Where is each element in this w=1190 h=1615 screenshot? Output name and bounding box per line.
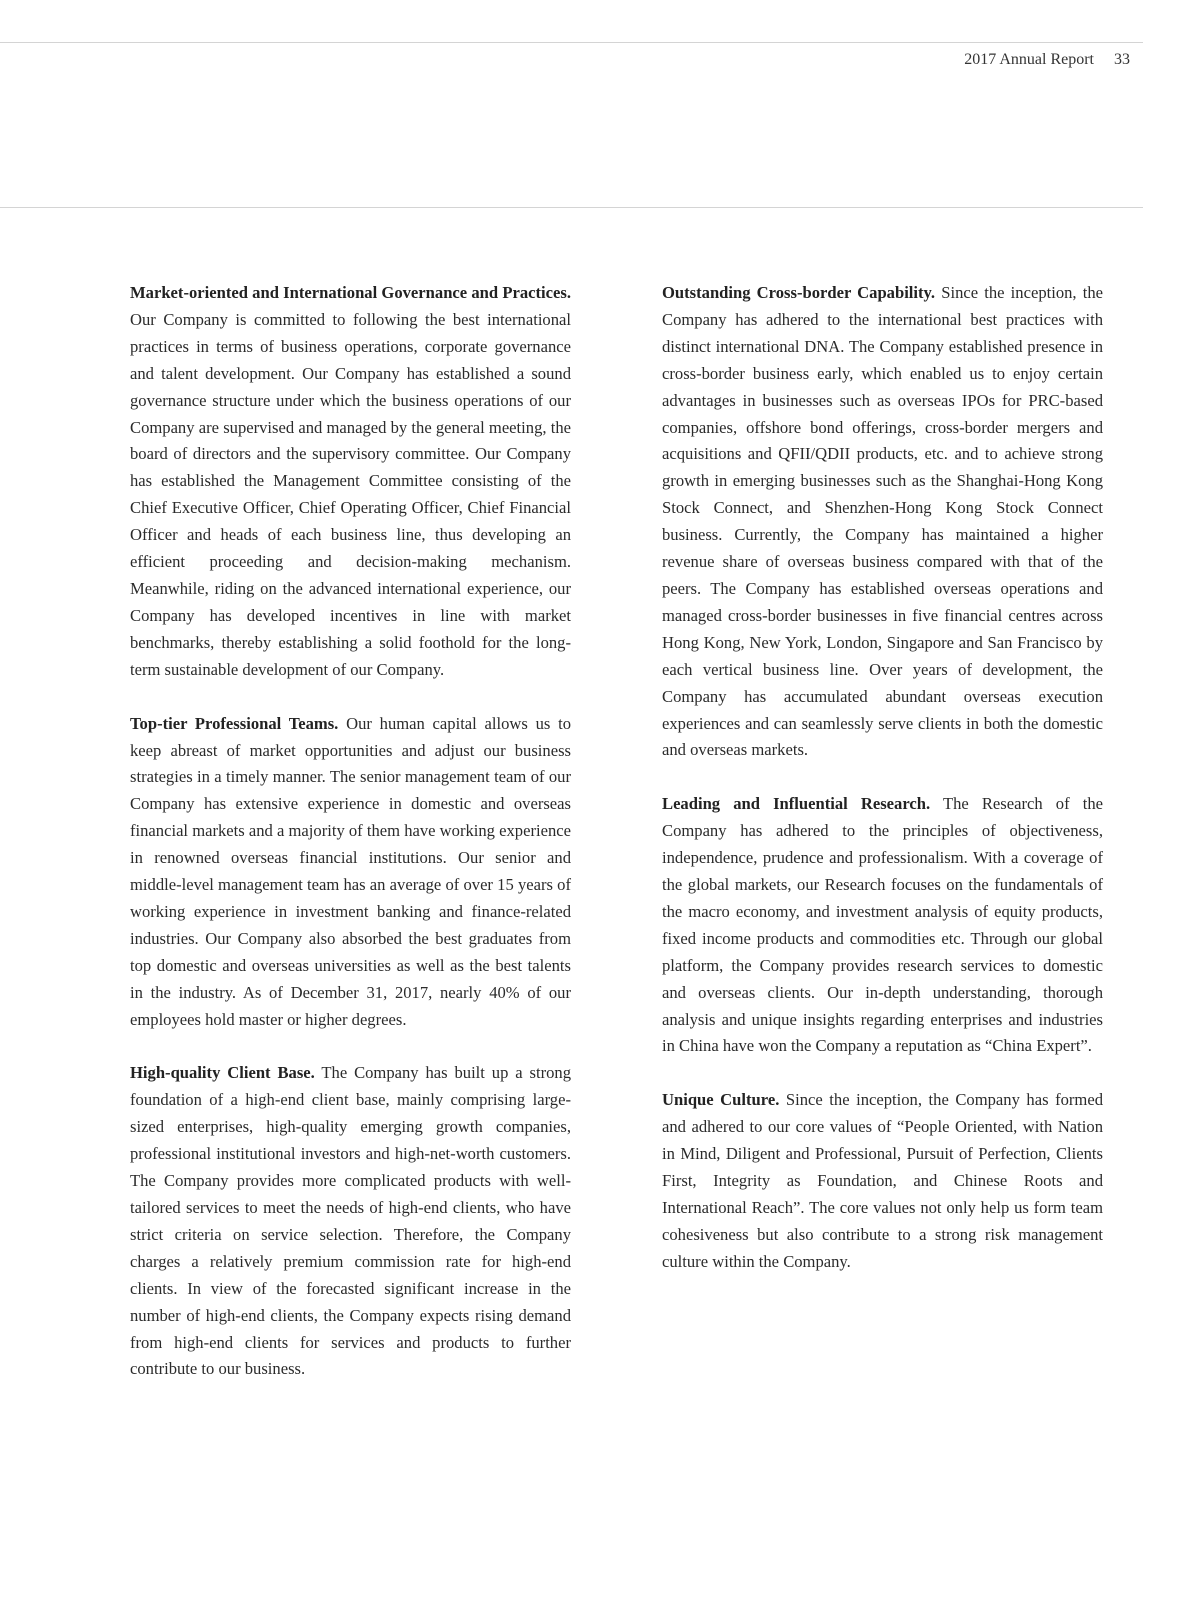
paragraph-heading: Top-tier Professional Teams. [130, 713, 339, 733]
paragraph-governance [130, 280, 571, 684]
paragraph-client-base [130, 1060, 571, 1383]
paragraph-heading: High-quality Client Base. [130, 1063, 315, 1083]
header-divider [0, 42, 1143, 43]
left-column [130, 280, 571, 1410]
page-number: 33 [1114, 51, 1130, 68]
paragraph-heading: Outstanding Cross-border Capability. [662, 283, 936, 302]
page-header [964, 51, 1130, 69]
report-title: 2017 Annual Report [964, 51, 1094, 68]
paragraph-body: Our Company is committed to following the best international practices in terms of business operations, corporate governance and talent development. Our Company has established a sound governance structure under which the business operations of our Company are supervised and managed by the general meeting, the board of directors and the supervisory committee. Our Company has established the Management Committee consisting of the Chief Executive Officer, Chief Operating Officer, Chief Financial Officer and heads of each business line, thus developing an efficient proceeding and decision-making mechanism. Meanwhile, riding on the advanced international experience, our Company has developed incentives in line with market benchmarks, thereby establishing a solid foothold for the long-term sustainable development of our Company. [130, 309, 571, 679]
paragraph-heading: Leading and Influential Research. [662, 794, 931, 814]
paragraph-heading: Unique Culture. [662, 1090, 780, 1110]
paragraph-research [662, 791, 1103, 1060]
paragraph-body: Since the inception, the Company has adhered to the international best practices with distinct international DNA. The Company established presence in cross-border business early, which enabled us to enjoy certain advantages in businesses such as overseas IPOs for PRC-based companies, offshore bond offerings, cross-border mergers and acquisitions and QFII/QDII products, etc. and to achieve strong growth in emerging businesses such as the Shanghai-Hong Kong Stock Connect, and Shenzhen-Hong Kong Stock Connect business. Currently, the Company has maintained a higher revenue share of overseas business compared with that of the peers. The Company has established overseas operations and managed cross-border businesses in five financial centres across Hong Kong, New York, London, Singapore and San Francisco by each vertical business line. Over years of development, the Company has accumulated abundant overseas execution experiences and can seamlessly serve clients in both the domestic and overseas markets. [662, 283, 1103, 760]
paragraph-cross-border [662, 280, 1103, 764]
paragraph-body: Our human capital allows us to keep abreast of market opportunities and adjust our business strategies in a timely manner. The senior management team of our Company has extensive experience in domestic and overseas financial markets and a majority of them have working experience in renowned overseas financial institutions. Our senior and middle-level management team has an average of over 15 years of working experience in investment banking and finance-related industries. Our Company also absorbed the best graduates from top domestic and overseas universities as well as the best talents in the industry. As of December 31, 2017, nearly 40% of our employees hold master or higher degrees. [130, 713, 571, 1029]
paragraph-body: The Company has built up a strong foundation of a high-end client base, mainly comprising large-sized enterprises, high-quality emerging growth companies, professional institutional investors and high-net-worth customers. The Company provides more complicated products with well-tailored services to meet the needs of high-end clients, who have strict criteria on service selection. Therefore, the Company charges a relatively premium commission rate for high-end clients. In view of the forecasted significant increase in the number of high-end clients, the Company expects rising demand from high-end clients for services and products to further contribute to our business. [130, 1063, 571, 1379]
paragraph-heading: Market-oriented and International Governance and Practices. [130, 283, 571, 302]
section-divider [0, 207, 1143, 208]
paragraph-culture [662, 1087, 1103, 1275]
paragraph-professional-teams [130, 711, 571, 1034]
right-column [662, 280, 1103, 1303]
paragraph-body: The Research of the Company has adhered to the principles of objectiveness, independence, prudence and professionalism. With a coverage of the global markets, our Research focuses on the fundamentals of the macro economy, and investment analysis of equity products, fixed income products and commodities etc. Through our global platform, the Company provides research services to domestic and overseas clients. Our in-depth understanding, thorough analysis and unique insights regarding enterprises and industries in China have won the Company a reputation as “China Expert”. [662, 794, 1103, 1056]
paragraph-body: Since the inception, the Company has formed and adhered to our core values of “People Oriented, with Nation in Mind, Diligent and Professional, Pursuit of Perfection, Clients First, Integrity as Foundation, and Chinese Roots and International Reach”. The core values not only help us form team cohesiveness but also contribute to a strong risk management culture within the Company. [662, 1090, 1103, 1271]
